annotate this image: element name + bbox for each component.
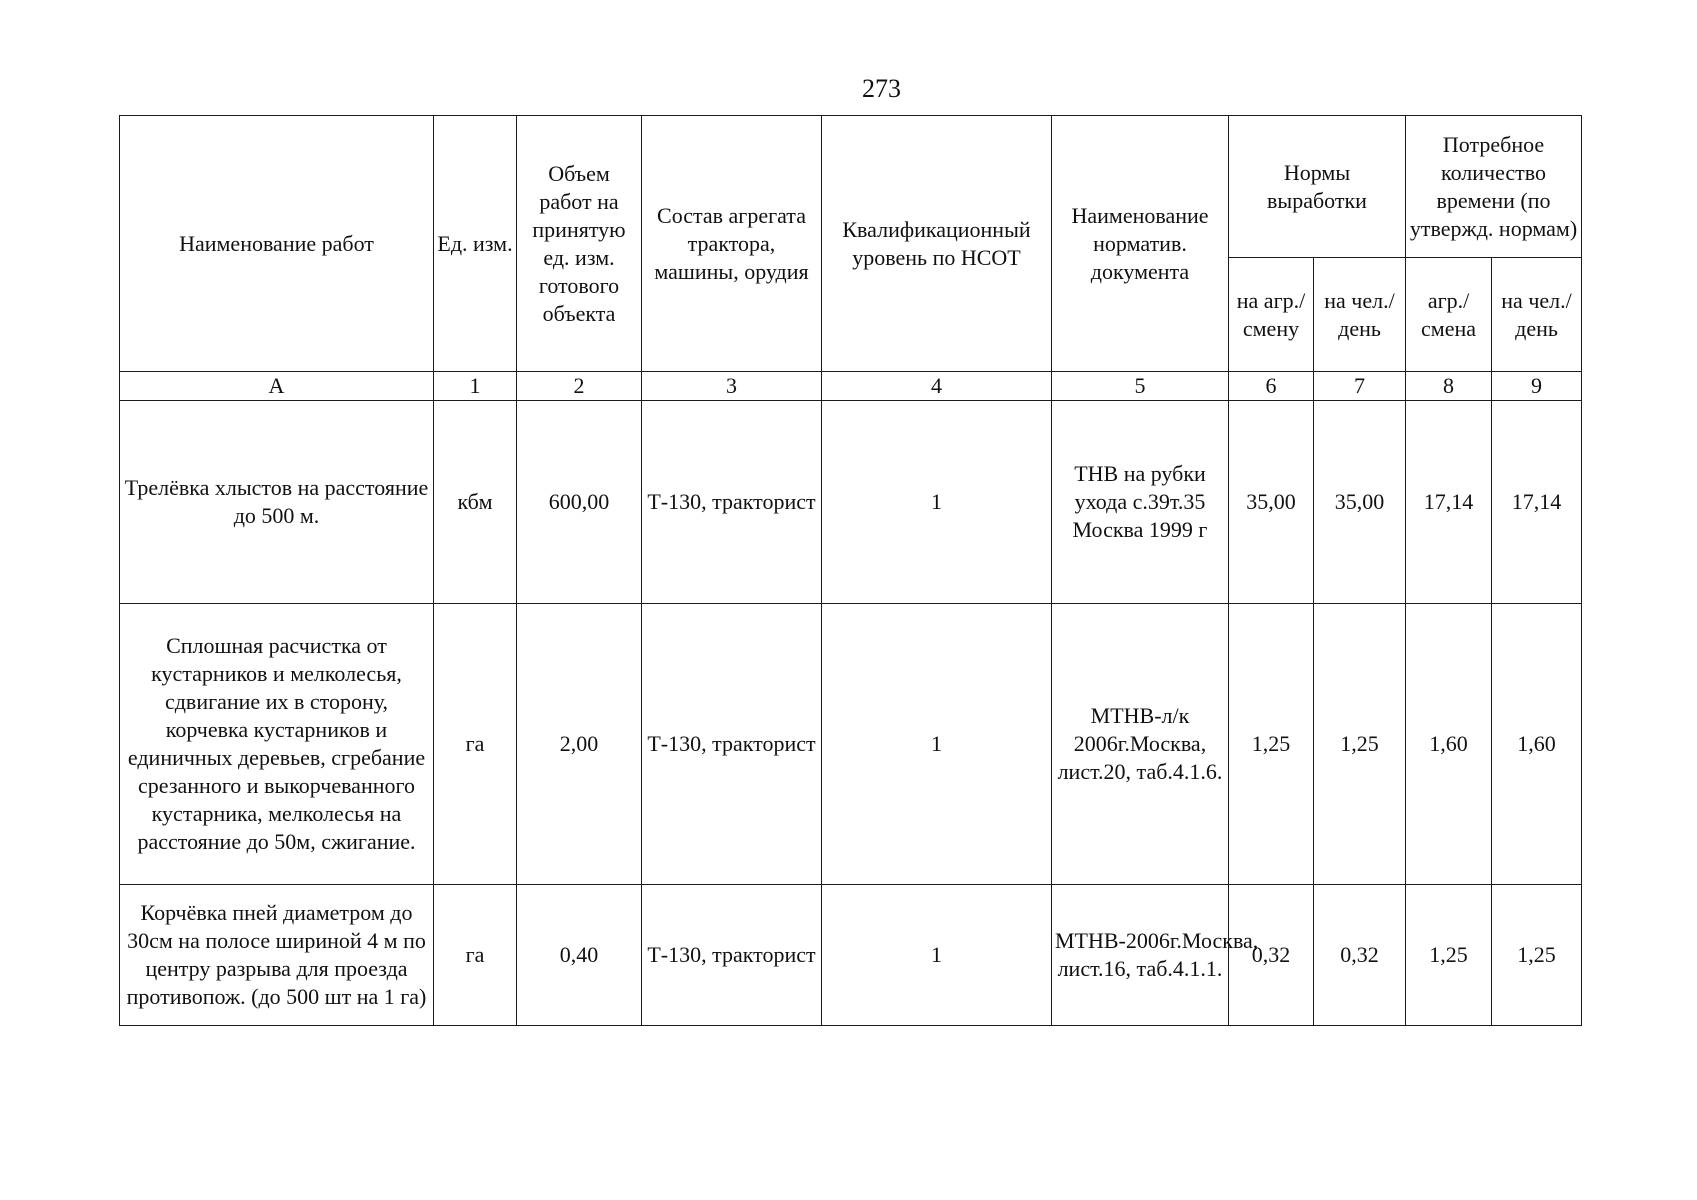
cell-work-name: Трелёвка хлыстов на расстояние до 500 м. <box>120 401 434 604</box>
column-index-cell: 2 <box>517 372 642 401</box>
column-index-cell: 5 <box>1052 372 1229 401</box>
header-qualification: Квалификационный уровень по НСОТ <box>822 116 1052 372</box>
cell-unit: га <box>434 885 517 1026</box>
cell-work-name: Корчёвка пней диаметром до 30см на полосе шириной 4 м по центру разрыва для проезда противопож. (до 500 шт на 1 га) <box>120 885 434 1026</box>
cell-norm-person-day: 1,25 <box>1314 604 1406 885</box>
column-index-cell: 3 <box>642 372 822 401</box>
column-index-cell: 7 <box>1314 372 1406 401</box>
cell-time-person-day: 1,60 <box>1492 604 1582 885</box>
cell-composition: Т-130, тракторист <box>642 604 822 885</box>
cell-document: МТНВ-2006г.Москва, лист.16, таб.4.1.1. <box>1052 885 1229 1026</box>
cell-composition: Т-130, тракторист <box>642 885 822 1026</box>
header-row <box>120 116 1582 258</box>
cell-document: ТНВ на рубки ухода с.39т.35 Москва 1999 г <box>1052 401 1229 604</box>
header-time-unit-shift: агр./ смена <box>1406 258 1492 372</box>
work-norms-table <box>119 115 1582 1026</box>
header-volume: Объем работ на принятую ед. изм. готового объекта <box>517 116 642 372</box>
cell-norm-person-day: 0,32 <box>1314 885 1406 1026</box>
header-time-required: Потребное количество времени (по утвержд. нормам) <box>1406 116 1582 258</box>
column-index-cell: 8 <box>1406 372 1492 401</box>
cell-volume: 600,00 <box>517 401 642 604</box>
header-output-per-person-day: на чел./ день <box>1314 258 1406 372</box>
cell-work-name: Сплошная расчистка от кустарников и мелколесья, сдвигание их в сторону, корчевка кустарников и единичных деревьев, сгребание срезанного и выкорчеванного кустарника, мелколесья на расстояние до 50м, сжигание. <box>120 604 434 885</box>
cell-time-unit-shift: 1,60 <box>1406 604 1492 885</box>
cell-unit: га <box>434 604 517 885</box>
cell-time-person-day: 1,25 <box>1492 885 1582 1026</box>
table-row <box>120 885 1582 1026</box>
page-number: 273 <box>862 74 901 103</box>
header-unit: Ед. изм. <box>434 116 517 372</box>
cell-time-unit-shift: 17,14 <box>1406 401 1492 604</box>
cell-volume: 0,40 <box>517 885 642 1026</box>
column-index-row <box>120 372 1582 401</box>
column-index-cell: 9 <box>1492 372 1582 401</box>
header-output-per-unit-shift: на агр./ смену <box>1229 258 1314 372</box>
header-time-person-day: на чел./ день <box>1492 258 1582 372</box>
header-work-name: Наименование работ <box>120 116 434 372</box>
header-norm-document: Наименование норматив. документа <box>1052 116 1229 372</box>
cell-qualification: 1 <box>822 401 1052 604</box>
cell-norm-unit-shift: 0,32 <box>1229 885 1314 1026</box>
cell-volume: 2,00 <box>517 604 642 885</box>
table-row <box>120 401 1582 604</box>
cell-unit: кбм <box>434 401 517 604</box>
cell-composition: Т-130, тракторист <box>642 401 822 604</box>
table-row <box>120 604 1582 885</box>
cell-norm-person-day: 35,00 <box>1314 401 1406 604</box>
header-output-norms: Нормы выработки <box>1229 116 1406 258</box>
column-index-cell: А <box>120 372 434 401</box>
column-index-cell: 6 <box>1229 372 1314 401</box>
cell-document: МТНВ-л/к 2006г.Москва, лист.20, таб.4.1.6. <box>1052 604 1229 885</box>
cell-qualification: 1 <box>822 885 1052 1026</box>
cell-time-person-day: 17,14 <box>1492 401 1582 604</box>
cell-qualification: 1 <box>822 604 1052 885</box>
header-unit-composition: Состав агрегата трактора, машины, орудия <box>642 116 822 372</box>
cell-norm-unit-shift: 35,00 <box>1229 401 1314 604</box>
cell-time-unit-shift: 1,25 <box>1406 885 1492 1026</box>
column-index-cell: 4 <box>822 372 1052 401</box>
column-index-cell: 1 <box>434 372 517 401</box>
cell-norm-unit-shift: 1,25 <box>1229 604 1314 885</box>
